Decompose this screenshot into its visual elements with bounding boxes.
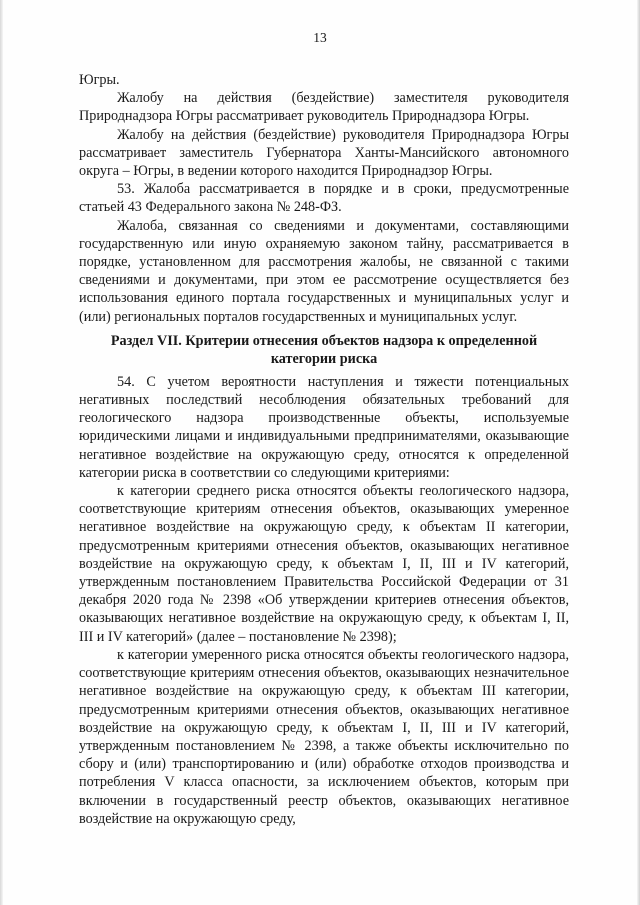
paragraph: Жалоба, связанная со сведениями и документами, составляющими государственную или иную охраняемую законом тайну, рассматривается в порядке, установленном для рассмотрения жалобы, не связанной с такими сведениями и документами, при этом ее рассмотрение осуществляется без использования единого портала государственных и муниципальных услуг и (или) региональных порталов государственных и муниципальных услуг. — [79, 217, 569, 325]
paragraph: Жалобу на действия (бездействие) руководителя Природнадзора Югры рассматривает заместитель Губернатора Ханты-Мансийского автономного округа – Югры, в ведении которого находится Природнадзор Югры. — [79, 126, 569, 180]
paragraph-medium-risk: к категории среднего риска относятся объекты геологического надзора, соответствующие критериям отнесения объектов, оказывающих умеренное негативное воздействие на окружающую среду, к объектам II категории, предусмотренным критериями отнесения объектов, оказывающих негативное воздействие на окружающую среду, к объектам I, II, III и IV категорий, утвержденным постановлением Правительства Российской Федерации от 31 декабря 2020 года № 2398 «Об утверждении критериев отнесения объектов, оказывающих негативное воздействие на окружающую среду, к объектам I, II, III и IV категорий» (далее – постановление № 2398); — [79, 483, 569, 645]
document-body — [79, 71, 569, 828]
paragraph: Югры. — [79, 72, 120, 88]
scan-edge-left — [0, 0, 3, 905]
paragraph-54: 54. С учетом вероятности наступления и тяжести потенциальных негативных последствий несоблюдения обязательных требований для геологического надзора производственные объекты, используемые юридическими лицами и индивидуальными предпринимателями, оказывающие негативное воздействие на окружающую среду, относятся к определенной категории риска в соответствии со следующими критериями: — [79, 373, 569, 481]
paragraph-53: 53. Жалоба рассматривается в порядке и в сроки, предусмотренные статьей 43 Федерального закона № 248-ФЗ. — [79, 181, 569, 216]
page-number: 13 — [313, 30, 327, 45]
paragraph: Жалобу на действия (бездействие) заместителя руководителя Природнадзора Югры рассматривает руководитель Природнадзора Югры. — [79, 90, 569, 125]
section-heading: Раздел VII. Критерии отнесения объектов надзора к определенной категории риска — [110, 332, 538, 367]
paragraph-moderate-risk: к категории умеренного риска относятся объекты геологического надзора, соответствующие критериям отнесения объектов, оказывающих незначительное негативное воздействие на окружающую среду, к объектам III категории, предусмотренным критериями отнесения объектов, оказывающих негативное воздействие на окружающую среду, к объектам I, II, III и IV категорий, утвержденным постановлением № 2398, а также объекты исключительно по сбору и (или) транспортированию и (или) обработке отходов производства и потребления V класса опасности, за исключением объектов, которым при включении в государственный реестр объектов, оказывающих негативное воздействие на окружающую среду, — [79, 646, 569, 827]
